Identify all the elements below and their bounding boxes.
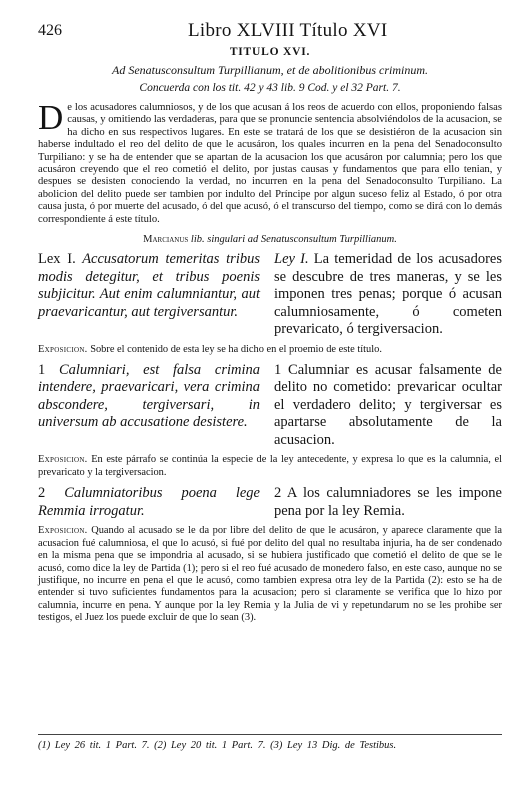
exposicion-paragraph xyxy=(38,454,502,479)
latin-column xyxy=(38,485,260,520)
attribution-author: Marcianus xyxy=(143,234,189,246)
law-entry xyxy=(38,485,502,520)
exposicion-label: Exposicion. xyxy=(38,454,88,466)
law-entry xyxy=(38,362,502,450)
title-heading: TITULO XVI. xyxy=(229,46,311,58)
spanish-law-text: La temeridad de los acusadores se descubre de tres maneras, y se les imponen tres penas; porque ó acusan calumniosamente, ó cometen prevaricato, ó tergiversacion. xyxy=(274,251,502,338)
intro-text: e los acusadores calumniosos, y de los que acusan á los reos de acuerdo con ellos, proponiendo falsas causas, y omitiendo las verdaderas, para que se pronuncie sentencia absolviéndolos de la acusacion, se ha dicho en sus respectivos lugares. En este se tratará de los que se desistiéron de la acusacion sin haberse indultado el reo del delito de que le acusáron, los quales incurren en la pena del Senadoconsulto Turpiliano: y se ha de entender que se apartan de la acusacion los que acusáron por calumnia; pero los que acusáron creyendo que el reo cometió el delito, por justas causas y fundamentos que para ello tenian, y despues se desisten conociendo la verdad, no incurren en la pena del Senadoconsulto Turpiliano. La abolicion del delito puede ser tambien por indulto del Príncipe por algun suceso feliz al Estado, ó por otra causa justa, ó por muerte del acusado, ó del que acusó, ó el transcurso del tiempo, como se dirá con lo demás correspondiente á este título. xyxy=(38,102,502,225)
title-subject: Ad Senatusconsultum Turpillianum, et de abolitionibus criminum. xyxy=(112,63,428,77)
source-attribution xyxy=(38,234,502,245)
law-entry xyxy=(38,251,502,339)
attribution-work: lib. singulari ad Senatusconsultum Turpillianum. xyxy=(190,234,397,246)
latin-column xyxy=(38,251,260,339)
intro-paragraph xyxy=(38,98,502,226)
spanish-column xyxy=(274,251,502,339)
concordance-line: Concuerda con los tit. 42 y 43 lib. 9 Cod. y el 32 Part. 7. xyxy=(139,82,401,94)
running-title: Libro XLVIII Título XVI xyxy=(188,20,388,41)
spanish-law-label: 2 xyxy=(274,485,282,502)
running-head xyxy=(38,20,502,44)
exposicion-text: Sobre el contenido de esta ley se ha dicho en el proemio de este título. xyxy=(90,343,382,355)
footnotes xyxy=(38,734,502,751)
spanish-column xyxy=(274,362,502,450)
latin-law-label: Lex I. xyxy=(38,251,76,268)
page-number: 426 xyxy=(38,22,62,39)
latin-law-text: Calumniatoribus poena lege Remmia irrogatur. xyxy=(38,485,260,519)
spanish-law-label: 1 xyxy=(274,361,282,378)
latin-law-label: 2 xyxy=(38,485,46,502)
spanish-law-label: Ley I. xyxy=(274,251,309,268)
exposicion-text: Quando al acusado se le da por libre del delito de que le acusáron, y aparece claramente que la acusacion fué calumniosa, el que lo acusó, si fué por delito del qual no resultaba injuria, ha de ser condenado en la misma pena que se impondria al acusado, si se hubiera justificado que cometió el delito de que se le acusó, como dice la ley de Partida (1); pero si el reo fué acusado de monedero falso, en este caso, aunque no se justifique, no incurre en pena el que le acusó, como tambien expresa otra ley de la Partida (2): esto se ha de entender si tuvo suficientes fundamentos para la acusacion; pero si claramente se verifica que lo hizo por calumnia, incurre en pena. Y aunque por la ley Remia y la Julia de vi y repetundarum no se les prohibe ser testigos, el Juez los puede excluir de que lo sean (3). xyxy=(38,525,502,624)
footnote: (1) Ley 26 tit. 1 Part. 7. xyxy=(38,740,150,751)
exposicion-text: En este párrafo se continúa la especie de la ley antecedente, y expresa lo que es la calumnia, el prevaricato y la tergiversacion. xyxy=(38,454,502,478)
latin-law-text: Accusatorum temeritas tribus modis detegitur, et tribus poenis subjicitur. Aut enim calumniantur, aut praevaricantur, aut tergiversantur. xyxy=(38,251,260,320)
exposicion-paragraph xyxy=(38,344,502,356)
exposicion-label: Exposicion. xyxy=(38,343,88,355)
drop-cap: D xyxy=(38,98,64,137)
footnote: (3) Ley 13 Dig. de Testibus. xyxy=(270,740,397,751)
latin-column xyxy=(38,362,260,450)
footnote: (2) Ley 20 tit. 1 Part. 7. xyxy=(154,740,266,751)
latin-law-text: Calumniari, est falsa crimina intendere, praevaricari, vera crimina abscondere, tergiversari, in universum ab accusatione desistere. xyxy=(38,361,261,431)
latin-law-label: 1 xyxy=(38,361,46,378)
spanish-column xyxy=(274,485,502,520)
exposicion-label: Exposicion. xyxy=(38,525,88,537)
spanish-law-text: A los calumniadores se les impone pena por la ley Remia. xyxy=(274,485,502,519)
exposicion-paragraph xyxy=(38,525,502,624)
spanish-law-text: Calumniar es acusar falsamente de delito no cometido: prevaricar ocultar el verdadero delito; y tergiversar es apartarse absolutamente de la acusacion. xyxy=(274,361,502,448)
